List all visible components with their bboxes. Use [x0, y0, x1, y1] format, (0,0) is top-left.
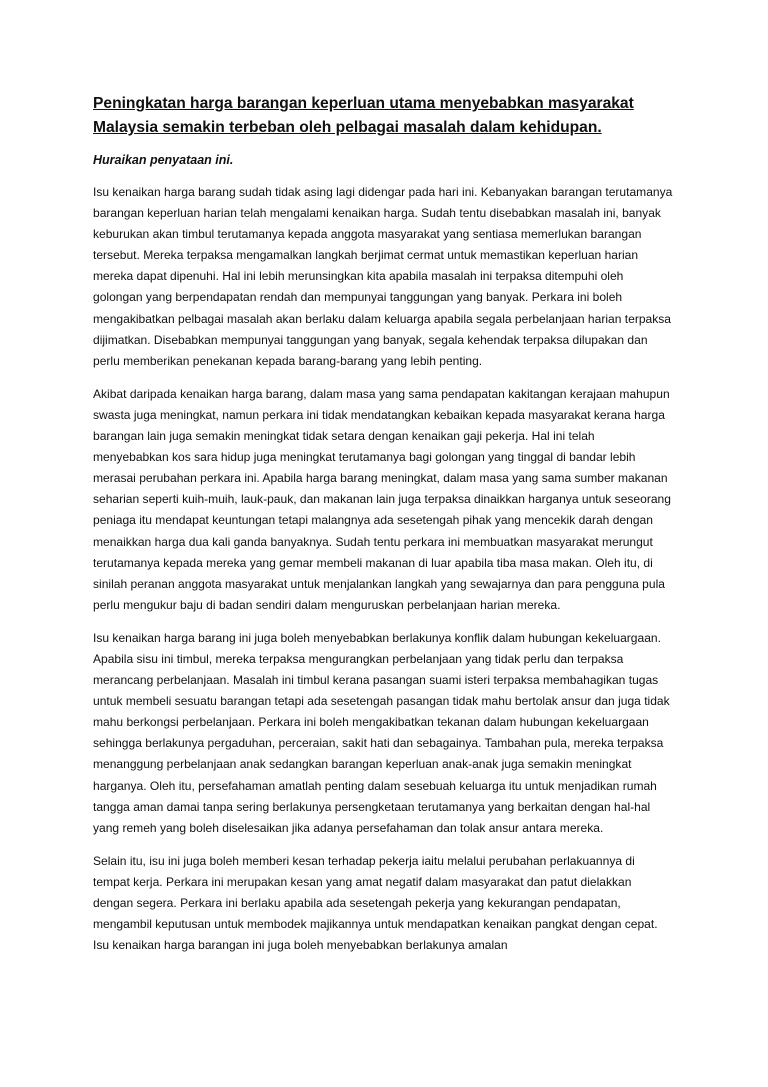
document-subtitle: Huraikan penyataan ini. [93, 153, 234, 167]
document-page [93, 92, 673, 968]
paragraph-1: Isu kenaikan harga barang sudah tidak asing lagi didengar pada hari ini. Kebanyakan barangan terutamanya barangan keperluan harian telah mengalami kenaikan harga. Sudah tentu disebabkan masalah ini, banyak keburukan akan timbul terutamanya kepada anggota masyarakat yang sentiasa memerlukan barangan tersebut. Mereka terpaksa mengamalkan langkah berjimat cermat untuk memastikan keperluan harian mereka dapat dipenuhi. Hal ini lebih merunsingkan kita apabila masalah ini terpaksa ditempuhi oleh golongan yang berpendapatan rendah dan mempunyai tanggungan yang banyak. Perkara ini boleh mengakibatkan pelbagai masalah akan berlaku dalam keluarga apabila segala perbelanjaan harian terpaksa dijimatkan. Disebabkan mempunyai tanggungan yang banyak, segala kehendak terpaksa dilupakan dan perlu memberikan penekanan kepada barang-barang yang lebih penting. [93, 185, 673, 368]
paragraph-2: Akibat daripada kenaikan harga barang, dalam masa yang sama pendapatan kakitangan kerajaan mahupun swasta juga meningkat, namun perkara ini tidak mendatangkan kebaikan kepada masyarakat kerana harga barangan lain juga semakin meningkat tidak setara dengan kenaikan gaji pekerja. Hal ini telah menyebabkan kos sara hidup juga meningkat terutamanya bagi golongan yang tinggal di bandar lebih merasai perubahan perkara ini. Apabila harga barang meningkat, dalam masa yang sama sumber makanan seharian seperti kuih-muih, lauk-pauk, dan makanan lain juga terpaksa dinaikkan harganya untuk seseorang peniaga itu mendapat keuntungan tetapi malangnya ada sesetengah pihak yang mencekik darah dengan menaikkan harga dua kali ganda banyaknya. Sudah tentu perkara ini membuatkan masyarakat merungut terutamanya kepada mereka yang gemar membeli makanan di luar apabila tiba masa makan. Oleh itu, di sinilah peranan anggota masyarakat untuk menjalankan langkah yang sewajarnya dan para pengguna pula perlu mengukur baju di badan sendiri dalam menguruskan perbelanjaan harian mereka. [93, 386, 671, 612]
paragraph-4: Selain itu, isu ini juga boleh memberi kesan terhadap pekerja iaitu melalui perubahan perlakuannya di tempat kerja. Perkara ini merupakan kesan yang amat negatif dalam masyarakat dan patut dielakkan dengan segera. Perkara ini berlaku apabila ada sesetengah pekerja yang kekurangan pendapatan, mengambil keputusan untuk membodek majikannya untuk mendapatkan kenaikan pangkat dengan cepat. Isu kenaikan harga barangan ini juga boleh menyebabkan berlakunya amalan [93, 853, 658, 953]
paragraph-3: Isu kenaikan harga barang ini juga boleh menyebabkan berlakunya konflik dalam hubungan kekeluargaan. Apabila sisu ini timbul, mereka terpaksa mengurangkan perbelanjaan yang tidak perlu dan terpaksa merancang perbelanjaan. Masalah ini timbul kerana pasangan suami isteri terpaksa membahagikan tugas untuk membeli sesuatu barangan tetapi ada sesetengah pasangan tidak mahu bertolak ansur dan juga tidak mahu berkongsi perbelanjaan. Perkara ini boleh mengakibatkan tekanan dalam hubungan kekeluargaan sehingga berlakunya pergaduhan, perceraian, sakit hati dan sebagainya. Tambahan pula, mereka terpaksa menanggung perbelanjaan anak sedangkan barangan keperluan anak-anak juga semakin meningkat harganya. Oleh itu, persefahaman amatlah penting dalam sesebuah keluarga itu untuk menjadikan rumah tangga aman damai tanpa sering berlakunya persengketaan terutamanya yang berkaitan dengan hal-hal yang remeh yang boleh diselesaikan jika adanya persefahaman dan tolak ansur antara mereka. [93, 630, 670, 835]
document-title: Peningkatan harga barangan keperluan utama menyebabkan masyarakat Malaysia semakin terbeban oleh pelbagai masalah dalam kehidupan. [93, 95, 634, 136]
